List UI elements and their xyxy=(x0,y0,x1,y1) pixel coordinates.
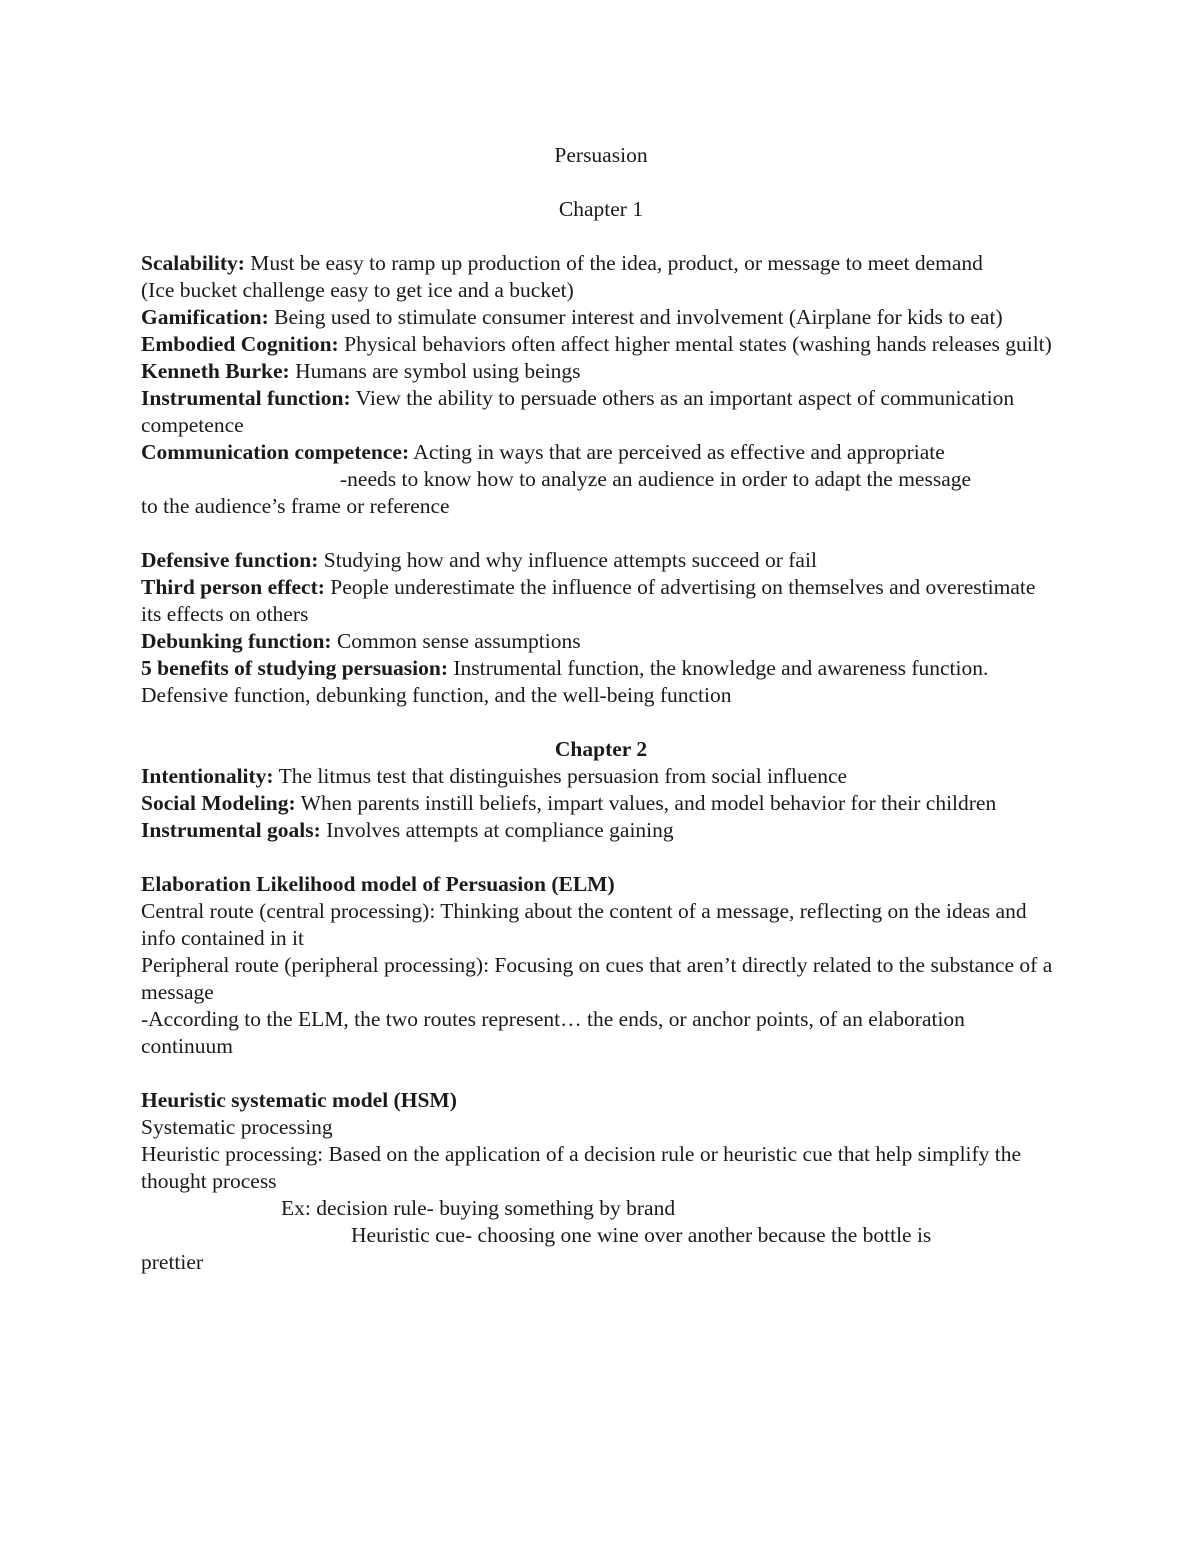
term: Third person effect: xyxy=(141,575,325,599)
def-embodied-cognition xyxy=(141,331,1061,358)
term: Gamification: xyxy=(141,305,269,329)
def-third-person-effect xyxy=(141,574,1061,628)
definition: Common sense assumptions xyxy=(331,629,581,653)
definition: When parents instill beliefs, impart values, and model behavior for their children xyxy=(295,791,997,815)
term: Defensive function: xyxy=(141,548,319,572)
def-debunking-function xyxy=(141,628,1061,655)
def-intentionality xyxy=(141,763,1061,790)
term: Embodied Cognition: xyxy=(141,332,339,356)
def-social-modeling xyxy=(141,790,1061,817)
def-kenneth-burke xyxy=(141,358,1061,385)
definition: View the ability to persuade others as an important aspect of communication competence xyxy=(141,386,1015,437)
term: 5 benefits of studying persuasion: xyxy=(141,656,449,680)
def-ice-bucket-note xyxy=(141,277,1061,304)
def-scalability xyxy=(141,250,1061,277)
hsm-cue-line1: Heuristic cue- choosing one wine over another because the bottle is xyxy=(351,1223,932,1247)
hsm-systematic: Systematic processing xyxy=(141,1115,333,1139)
term: Instrumental function: xyxy=(141,386,351,410)
def-five-benefits xyxy=(141,655,1061,709)
hsm-cue-line2: prettier xyxy=(141,1250,204,1274)
definition: Instrumental function, the knowledge and awareness function. Defensive function, debunking function, and the well-being function xyxy=(141,656,989,707)
chapter-1-heading: Chapter 1 xyxy=(558,197,644,221)
def-gamification xyxy=(141,304,1061,331)
document-title: Persuasion xyxy=(554,143,648,167)
term: Kenneth Burke: xyxy=(141,359,290,383)
communication-note-line2: to the audience’s frame or reference xyxy=(141,494,450,518)
def-defensive-function xyxy=(141,547,1061,574)
definition: Involves attempts at compliance gaining xyxy=(320,818,674,842)
definition: Studying how and why influence attempts succeed or fail xyxy=(318,548,817,572)
definition: Being used to stimulate consumer interest and involvement (Airplane for kids to eat) xyxy=(268,305,1003,329)
hsm-heading: Heuristic systematic model (HSM) xyxy=(141,1088,457,1112)
definition: Must be easy to ramp up production of the idea, product, or message to meet demand xyxy=(244,251,983,275)
hsm-heuristic: Heuristic processing: Based on the application of a decision rule or heuristic cue that help simplify the thought process xyxy=(141,1142,1022,1193)
elm-heading: Elaboration Likelihood model of Persuasion (ELM) xyxy=(141,872,615,896)
def-instrumental-goals xyxy=(141,817,1061,844)
definition: Humans are symbol using beings xyxy=(289,359,581,383)
elm-central-route: Central route (central processing): Thinking about the content of a message, reflecting on the ideas and info contained in it xyxy=(141,899,1027,950)
hsm-example: Ex: decision rule- buying something by brand xyxy=(281,1196,676,1220)
def-instrumental-function xyxy=(141,385,1061,439)
definition: (Ice bucket challenge easy to get ice and a bucket) xyxy=(141,278,574,302)
communication-note-line1: -needs to know how to analyze an audience in order to adapt the message xyxy=(340,467,972,491)
definition: People underestimate the influence of advertising on themselves and overestimate its effects on others xyxy=(141,575,1036,626)
term: Instrumental goals: xyxy=(141,818,321,842)
term: Scalability: xyxy=(141,251,245,275)
term: Communication competence: xyxy=(141,440,410,464)
definition: Physical behaviors often affect higher mental states (washing hands releases guilt) xyxy=(338,332,1052,356)
term: Intentionality: xyxy=(141,764,274,788)
document-page xyxy=(141,142,1061,1276)
elm-peripheral-route: Peripheral route (peripheral processing): Focusing on cues that aren’t directly related to the substance of a message xyxy=(141,953,1053,1004)
term: Debunking function: xyxy=(141,629,332,653)
definition: The litmus test that distinguishes persuasion from social influence xyxy=(273,764,848,788)
def-communication-competence xyxy=(141,439,1061,466)
definition: Acting in ways that are perceived as effective and appropriate xyxy=(409,440,945,464)
chapter-2-heading: Chapter 2 xyxy=(554,737,648,761)
elm-note: -According to the ELM, the two routes represent… the ends, or anchor points, of an elaboration continuum xyxy=(141,1007,965,1058)
term: Social Modeling: xyxy=(141,791,296,815)
